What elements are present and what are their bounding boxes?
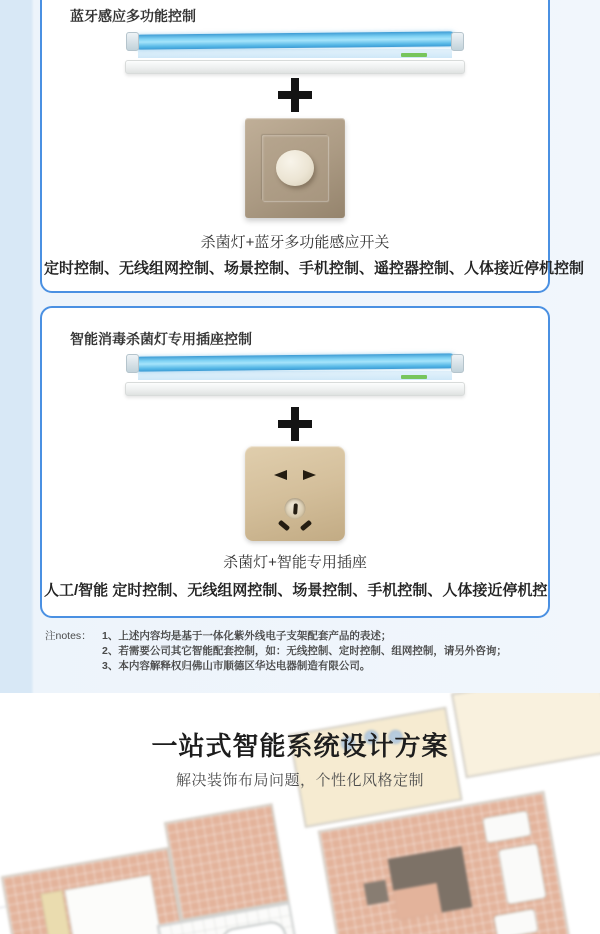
- socket-earth-hole: [285, 498, 306, 519]
- socket-hole-right: [303, 470, 316, 480]
- note-item: 2、若需要公司其它智能配套控制，如：无线控制、定时控制、组网控制，请另外咨询；: [102, 645, 507, 657]
- plan-bathtub: [219, 919, 290, 934]
- sensor-switch-image: [245, 118, 345, 218]
- power-socket-image: [245, 446, 345, 541]
- lamp-tube: [133, 31, 457, 49]
- lamp-green-label: [401, 53, 427, 57]
- banner-subtitle: 解决装饰布局问题，个性化风格定制: [175, 772, 424, 789]
- card-heading: 蓝牙感应多功能控制: [70, 8, 196, 24]
- lamp-green-label: [401, 375, 427, 379]
- socket-hole-left: [274, 470, 287, 480]
- plan-room-bedroom: [1, 847, 189, 934]
- lamp-base: [125, 382, 465, 396]
- sensor-dome: [276, 150, 314, 186]
- card-bluetooth-control: [40, 0, 585, 293]
- note-item: 1、上述内容均是基于一体化紫外线电子支架配套产品的表述；: [102, 630, 392, 642]
- notes-block: [45, 629, 565, 674]
- plan-room-hall: [164, 803, 290, 921]
- lamp-endcap-left: [126, 354, 139, 373]
- banner-title: 一站式智能系统设计方案: [151, 731, 449, 761]
- socket-hole-neutral: [300, 520, 312, 532]
- uv-lamp-image: [125, 32, 465, 74]
- plan-bed: [64, 874, 164, 934]
- card-socket-control: [40, 306, 550, 618]
- plan-seat: [498, 843, 547, 905]
- notes-label: 注notes：: [45, 630, 92, 642]
- plan-table: [364, 880, 389, 905]
- card-heading: 智能消毒杀菌灯专用插座控制: [70, 331, 252, 347]
- combo-caption: 杀菌灯+蓝牙多功能感应开关: [200, 234, 390, 251]
- lamp-endcap-right: [451, 354, 464, 373]
- socket-hole-live: [278, 520, 290, 532]
- note-item: 3、本内容解释权归佛山市顺德区华达电器制造有限公司。: [102, 660, 371, 672]
- lamp-endcap-right: [451, 32, 464, 51]
- plan-seat: [493, 908, 539, 934]
- plan-sofa: [388, 846, 473, 920]
- uv-lamp-image: [125, 354, 465, 396]
- design-banner-section: [0, 693, 600, 934]
- feature-list: 定时控制、无线组网控制、场景控制、手机控制、遥控器控制、人体接近停机控制: [44, 260, 585, 277]
- notes-items: [102, 629, 507, 674]
- lamp-base: [125, 60, 465, 74]
- plus-icon: [278, 78, 312, 112]
- combo-caption: 杀菌灯+智能专用插座: [223, 554, 367, 571]
- feature-list: 人工/智能 定时控制、无线组网控制、场景控制、手机控制、人体接近停机控: [44, 582, 548, 599]
- lamp-tube: [133, 353, 457, 371]
- lamp-endcap-left: [126, 32, 139, 51]
- plan-seat: [482, 810, 532, 844]
- sensor-switch-inner: [262, 135, 328, 201]
- plus-icon: [278, 407, 312, 441]
